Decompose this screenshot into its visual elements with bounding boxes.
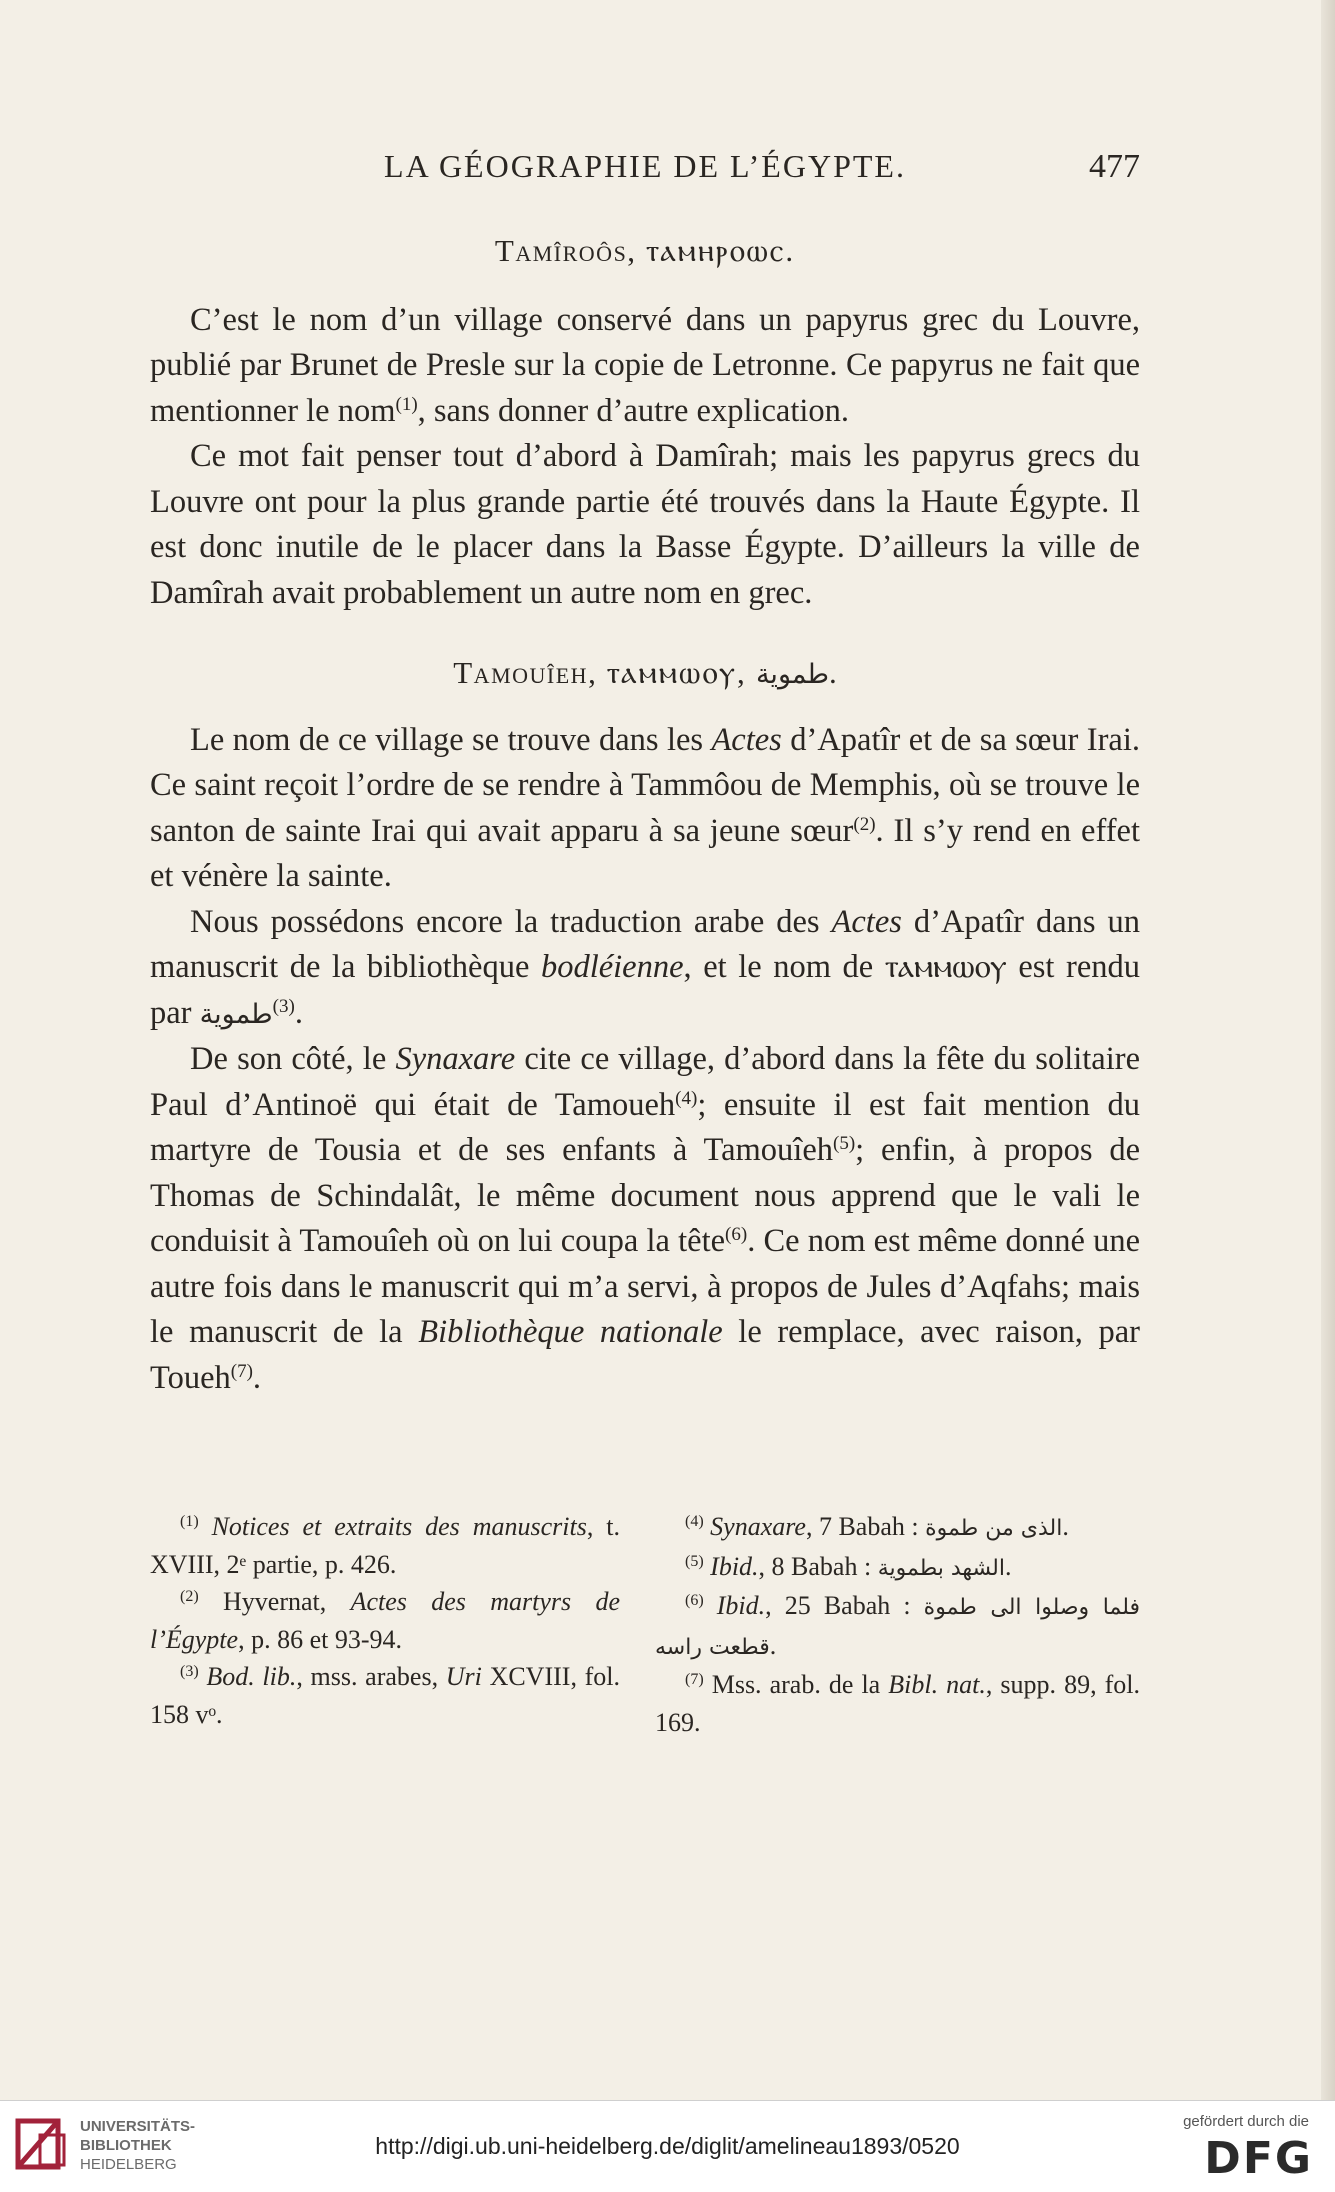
text-run: est rendu par xyxy=(150,949,1140,1031)
footnote-ref: (6) xyxy=(725,1224,748,1245)
paragraph xyxy=(150,900,1140,1038)
heading-arabic: طموية xyxy=(755,659,829,690)
page-number: 477 xyxy=(1089,148,1140,185)
text-run: . xyxy=(294,994,303,1031)
uni-name-line: UNIVERSITÄTS- xyxy=(80,2118,196,2135)
body-text xyxy=(150,228,1140,1401)
footnote-ref: (1) xyxy=(395,393,418,415)
paragraph: Ce mot fait penser tout d’abord à Damîrah; mais les papyrus grecs du Louvre ont pour la plus grande partie été trouvés dans la Haute Égypte. Il est donc inutile de le placer dans la Basse Égypte. D’ailleurs la ville de Damîrah avait probablement un autre nom en grec. xyxy=(150,438,1140,611)
italic-run: Notices et extraits des manuscrits xyxy=(211,1512,587,1541)
footnote-ref: (3) xyxy=(272,995,295,1017)
italic-run: Bibliothèque nationale xyxy=(418,1314,723,1350)
italic-run: Ibid. xyxy=(710,1551,759,1581)
arabic-word: طموية xyxy=(199,998,273,1030)
footnote-mark: (1) xyxy=(180,1513,199,1530)
footnote-2 xyxy=(150,1583,620,1658)
footnotes-right-column xyxy=(655,1508,1140,1741)
footnote-mark: (2) xyxy=(180,1588,199,1605)
uni-name-line: BIBLIOTHEK xyxy=(80,2137,172,2154)
text-run: d’Apatîr dans un manuscrit de la bibliothèque xyxy=(150,903,1140,985)
footnote-3 xyxy=(150,1658,620,1733)
text-run: , supp. 89, fol. 169. xyxy=(655,1670,1141,1737)
footnote-mark: (5) xyxy=(685,1552,704,1570)
heading-name: Tamîroôs, xyxy=(494,233,637,268)
funding-caption: gefördert durch die xyxy=(1183,2113,1309,2130)
italic-run: Synaxare xyxy=(710,1512,806,1541)
uni-name-line: HEIDELBERG xyxy=(80,2156,177,2173)
text-run: , 7 Babah : xyxy=(805,1512,926,1541)
text-run: . xyxy=(769,1630,777,1660)
footnote-ref: (5) xyxy=(833,1133,856,1154)
text-run: Mss. arab. de la xyxy=(711,1670,889,1699)
text-run: Nous possédons encore la traduction arabe des xyxy=(190,903,832,940)
text-run: . Ce nom est même donné une autre fois dans le manuscrit qui m’a servi, à propos de Jules d’Aqfahs; mais le manuscrit de la xyxy=(150,1223,1141,1350)
text-run: le remplace, avec raison, par Toueh xyxy=(150,1314,1140,1396)
italic-run: Synaxare xyxy=(395,1041,516,1077)
permalink-url[interactable]: http://digi.ub.uni-heidelberg.de/diglit/amelineau1893/0520 xyxy=(375,2133,960,2159)
text-run: , p. 86 et 93-94. xyxy=(238,1624,402,1654)
footnotes-left-column xyxy=(150,1508,620,1733)
paragraph xyxy=(150,1037,1140,1401)
text-run: d’Apatîr et de sa sœur Irai. Ce saint reçoit l’ordre de se rendre à Tammôou de Memphis, où se trouve le santon de sainte Irai qui avait apparu à sa jeune sœur xyxy=(150,721,1140,849)
text-run: Hyvernat, xyxy=(223,1587,351,1616)
text-run: ; enfin, à propos de Thomas de Schindalât, le même document nous apprend que le vali le conduisit à Tamouîeh où on lui coupa la tête xyxy=(150,1132,1140,1259)
heading-end: . xyxy=(829,655,837,690)
arabic-quote: الذى من طموة xyxy=(925,1516,1063,1541)
text-run: , t. XVIII, 2ᵉ partie, p. 426. xyxy=(150,1512,620,1579)
arabic-quote: الشهد بطموية xyxy=(877,1555,1005,1581)
heading-coptic: ⲧⲁⲙⲏⲣⲟⲱⲥ. xyxy=(645,233,796,268)
italic-run: Bod. lib. xyxy=(206,1662,297,1691)
entry-heading-tamouieh xyxy=(150,650,1140,698)
coptic-word: ⲧⲁⲙⲙⲱⲟⲩ xyxy=(884,949,1007,985)
dfg-logo: DFG xyxy=(1204,2133,1313,2184)
footnote-7 xyxy=(655,1666,1140,1741)
italic-run: Uri xyxy=(445,1662,482,1691)
italic-run: Bibl. nat. xyxy=(888,1670,986,1699)
text-run: . xyxy=(1062,1512,1069,1541)
footnote-1 xyxy=(150,1508,620,1583)
text-run: , 25 Babah : xyxy=(765,1591,924,1620)
footnote-4 xyxy=(655,1508,1140,1548)
text-run: Le nom de ce village se trouve dans les xyxy=(190,721,712,758)
running-head xyxy=(150,148,1140,192)
page-edge xyxy=(1321,0,1335,2100)
italic-run: Actes xyxy=(831,903,902,940)
entry-heading-tamiroos xyxy=(150,228,1140,274)
text-run: , et le nom de xyxy=(683,949,885,985)
text-run: De son côté, le xyxy=(190,1041,396,1077)
text-run: . Il s’y rend en effet et vénère la sainte. xyxy=(150,812,1140,894)
footnote-mark: (4) xyxy=(685,1513,704,1530)
footnote-ref: (2) xyxy=(853,813,876,835)
italic-run: Ibid. xyxy=(716,1591,766,1620)
library-footer xyxy=(0,2100,1335,2192)
heading-coptic: ⲧⲁⲙⲙⲱⲟⲩ, xyxy=(606,655,747,690)
text-run: ; ensuite il est fait mention du martyre de Tousia et de ses enfants à Tamouîeh xyxy=(150,1086,1140,1168)
footnote-mark: (3) xyxy=(180,1663,199,1680)
text-run: . xyxy=(252,1359,262,1396)
footnote-ref: (4) xyxy=(675,1087,698,1109)
footnote-5 xyxy=(655,1548,1140,1588)
text-run: XCVIII, fol. 158 vᵒ. xyxy=(150,1662,620,1729)
running-title: LA GÉOGRAPHIE DE L’ÉGYPTE. xyxy=(384,148,906,184)
paragraph xyxy=(150,718,1140,900)
paragraph xyxy=(150,298,1140,435)
text-run: , sans donner d’autre explication. xyxy=(417,392,850,429)
footnote-mark: (6) xyxy=(685,1592,704,1609)
arabic-quote: فلما وصلوا الى طموة قطعت راسه xyxy=(655,1595,1140,1660)
footnote-mark: (7) xyxy=(685,1671,704,1688)
text-run: cite ce village, d’abord dans la fête du solitaire Paul d’Antinoë qui était de Tamoueh xyxy=(150,1041,1140,1123)
text-run: C’est le nom d’un village conservé dans un papyrus grec du Louvre, publié par Brunet de Presle sur la copie de Letronne. Ce papyrus ne fait que mentionner le nom xyxy=(150,301,1140,429)
italic-run: bodléienne xyxy=(540,949,684,985)
text-run: , 8 Babah : xyxy=(758,1551,878,1581)
text-run: , mss. arabes, xyxy=(296,1662,446,1691)
italic-run: Actes des martyrs de l’Égypte xyxy=(150,1587,620,1654)
footnote-6 xyxy=(655,1587,1140,1666)
footnote-ref: (7) xyxy=(230,1360,253,1382)
text-run: . xyxy=(1005,1551,1012,1581)
heading-name: Tamouîeh, xyxy=(453,655,598,690)
italic-run: Actes xyxy=(711,721,782,758)
